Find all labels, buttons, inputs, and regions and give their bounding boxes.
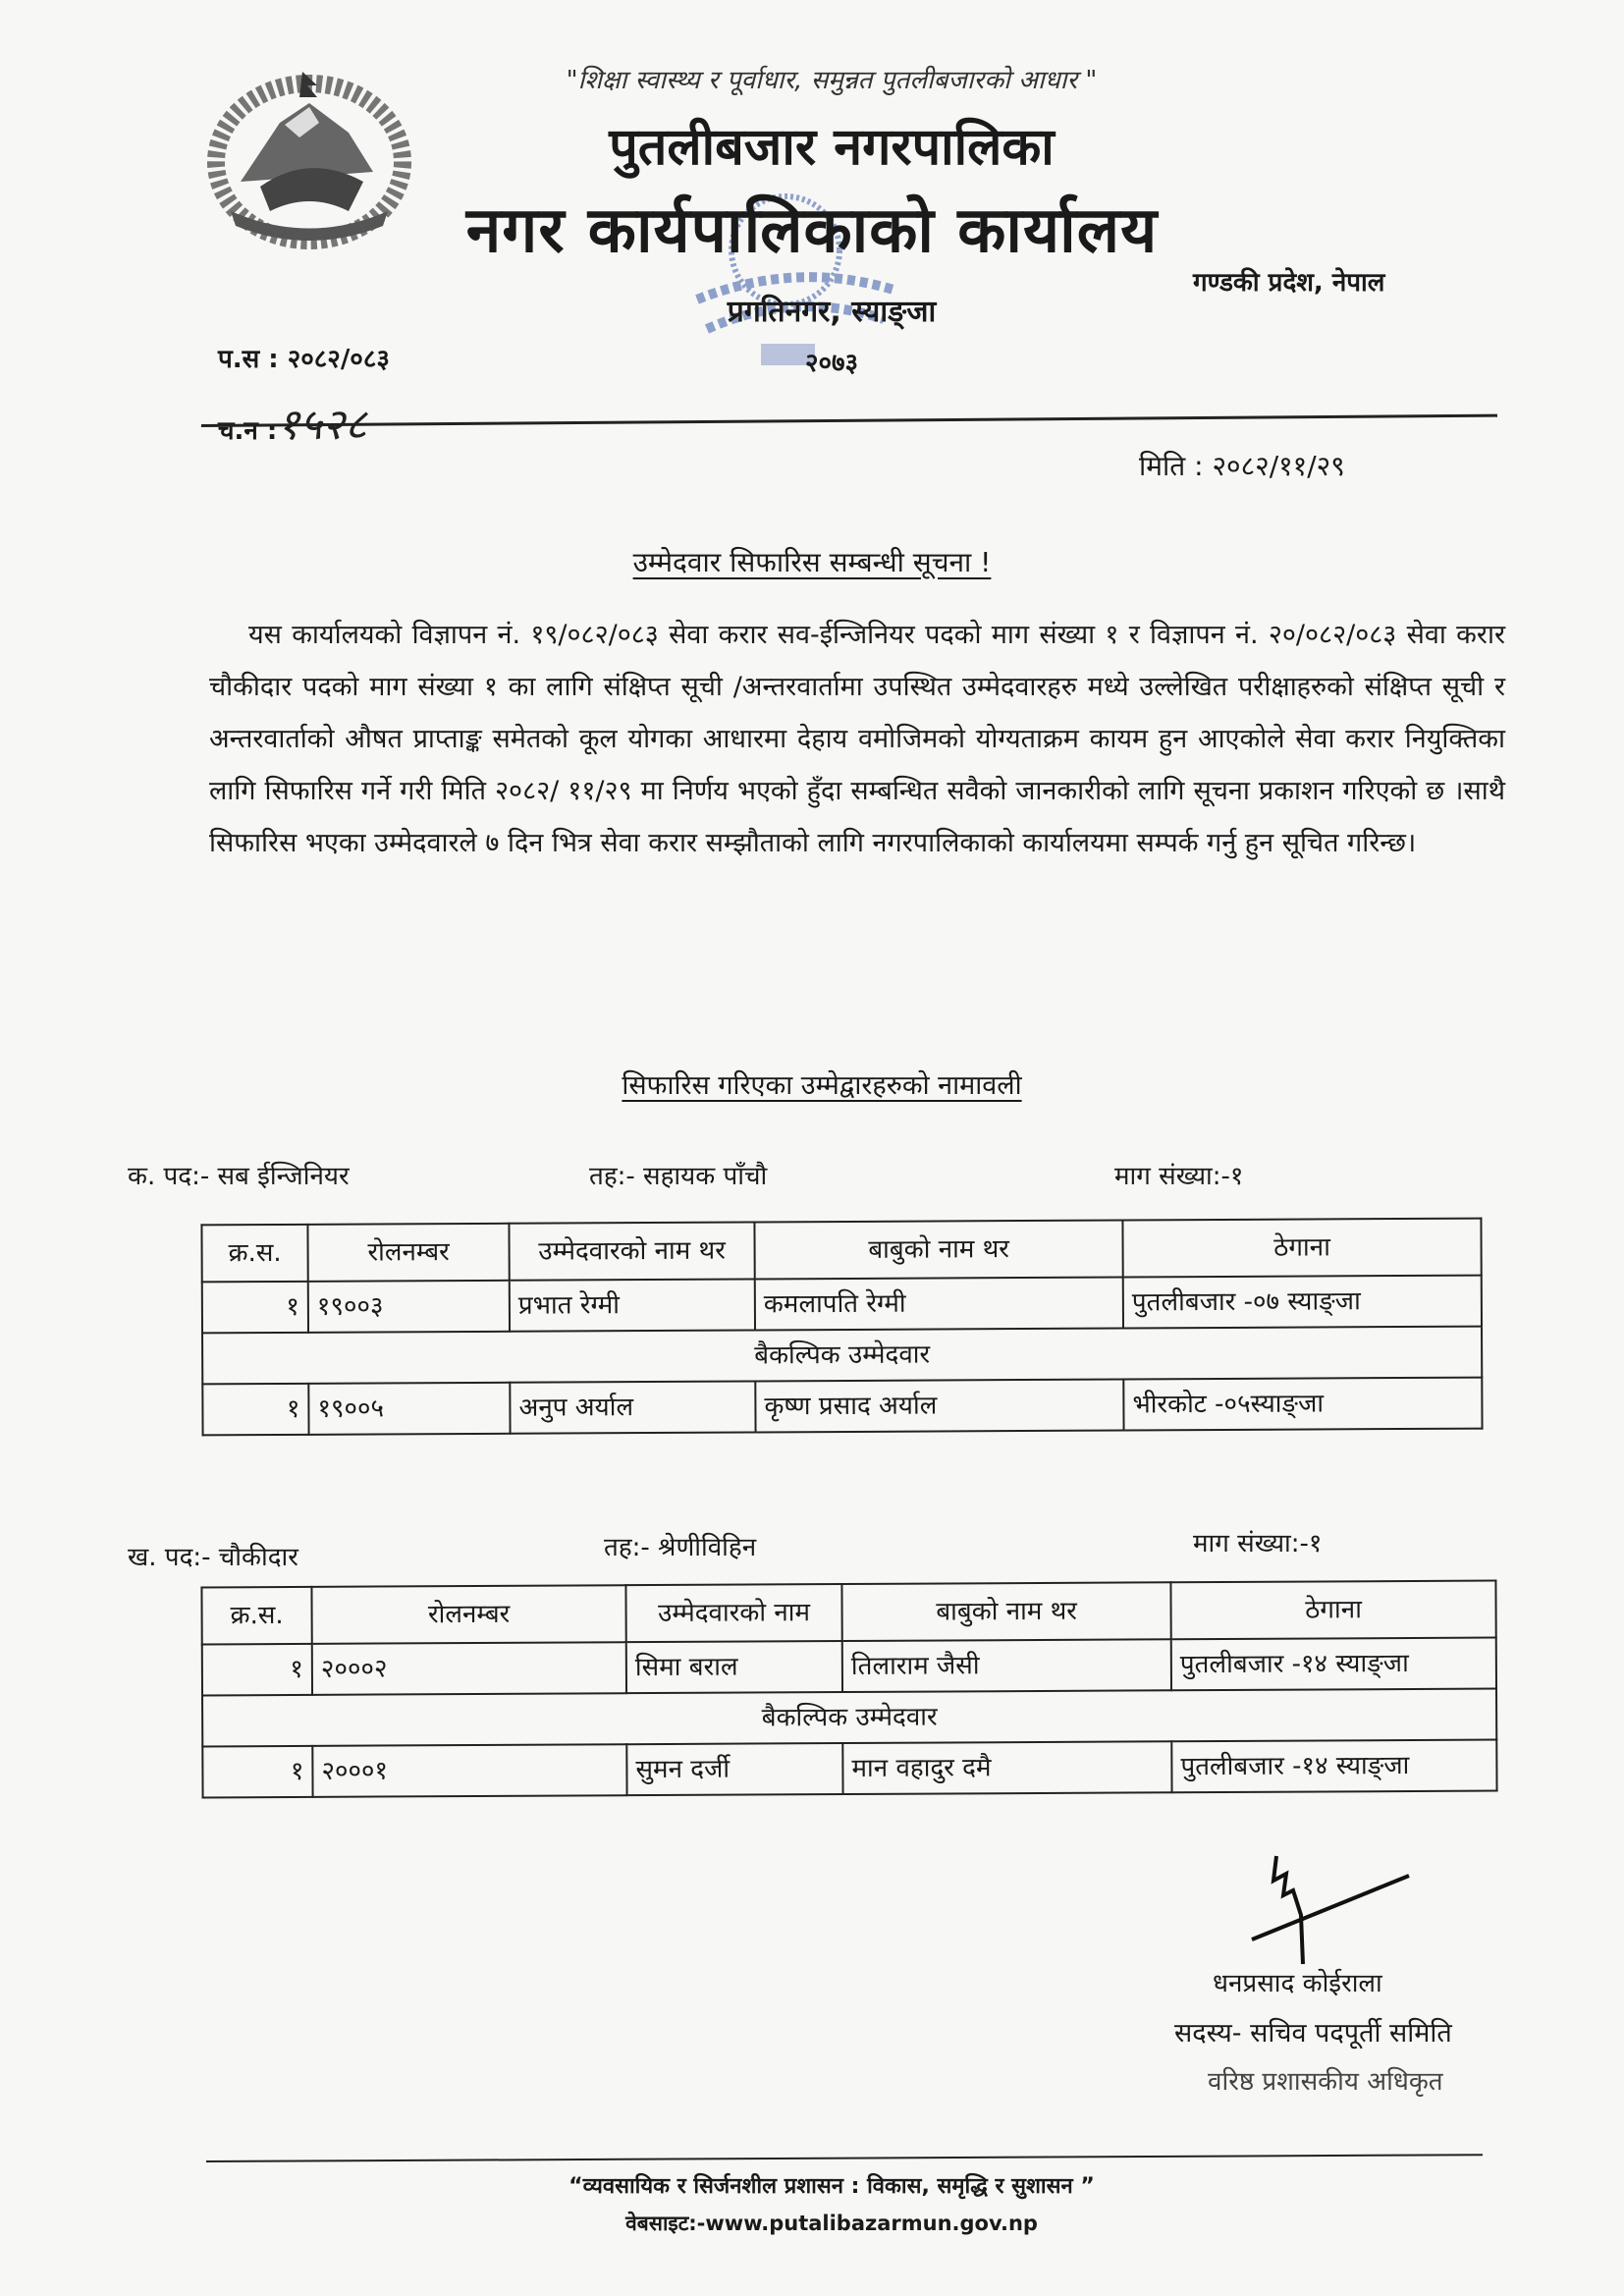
dispatch-label: च.न : bbox=[218, 416, 278, 446]
province-label: गण्डकी प्रदेश, नेपाल bbox=[1193, 268, 1385, 298]
candidate-table-b bbox=[200, 1580, 1497, 1799]
cell-address: पुतलीबजार -१४ स्याङ्जा bbox=[1171, 1638, 1496, 1691]
post-name: ख. पद:- चौकीदार bbox=[128, 1543, 298, 1572]
footer-motto: “व्यवसायिक र सिर्जनशील प्रशासन : विकास, समृद्धि र सुशासन ” bbox=[568, 2174, 1095, 2199]
col-header: रोलनम्बर bbox=[311, 1585, 625, 1644]
cell-sn: १ bbox=[202, 1644, 312, 1696]
table-row bbox=[202, 1378, 1482, 1436]
fiscal-year-ref bbox=[218, 340, 390, 375]
cell-roll: २०००२ bbox=[312, 1642, 626, 1695]
cell-roll: २०००१ bbox=[312, 1744, 626, 1797]
cell-sn: १ bbox=[202, 1746, 312, 1798]
alternate-label: बैकल्पिक उम्मेदवार bbox=[202, 1689, 1496, 1747]
list-title bbox=[0, 1066, 1624, 1102]
col-header: क्र.स. bbox=[201, 1225, 307, 1283]
candidate-table-a bbox=[200, 1218, 1483, 1437]
notice-title bbox=[0, 543, 1624, 580]
col-header: क्र.स. bbox=[201, 1587, 311, 1645]
col-header: रोलनम्बर bbox=[307, 1224, 509, 1282]
signatory-role: सदस्य- सचिव पदपूर्ती समिति bbox=[1174, 2018, 1452, 2049]
post-demand: माग संख्या:-१ bbox=[1193, 1529, 1323, 1558]
table-row bbox=[202, 1276, 1482, 1334]
office-name: नगर कार्यपालिकाको कार्यालय bbox=[465, 194, 1159, 267]
municipality-name: पुतलीबजार नगरपालिका bbox=[609, 118, 1055, 177]
header-divider bbox=[201, 414, 1497, 427]
cell-name: सिमा बराल bbox=[626, 1641, 842, 1693]
table-row bbox=[202, 1740, 1496, 1798]
col-header: उम्मेदवारको नाम थर bbox=[509, 1222, 754, 1280]
cell-sn: १ bbox=[202, 1384, 308, 1436]
table-row bbox=[202, 1638, 1496, 1696]
cell-address: पुतलीबजार -१४ स्याङ्जा bbox=[1171, 1740, 1496, 1793]
date-label: मिति : bbox=[1139, 450, 1204, 482]
cell-roll: १९००५ bbox=[308, 1383, 510, 1435]
cell-father: मान वहादुर दमै bbox=[842, 1741, 1171, 1794]
col-header: बाबुको नाम थर bbox=[841, 1582, 1170, 1641]
footer-divider bbox=[206, 2154, 1483, 2162]
col-header: बाबुको नाम थर bbox=[754, 1221, 1122, 1280]
cell-father: कृष्ण प्रसाद अर्याल bbox=[755, 1379, 1123, 1432]
cell-name: अनुप अर्याल bbox=[510, 1381, 755, 1433]
signature-icon bbox=[1232, 1846, 1429, 1964]
cell-roll: १९००३ bbox=[308, 1281, 510, 1333]
notice-title-text: उम्मेदवार सिफारिस सम्बन्धी सूचना ! bbox=[632, 546, 992, 578]
col-header: उम्मेदवारको नाम bbox=[625, 1584, 841, 1642]
post-name: क. पद:- सब ईन्जिनियर bbox=[128, 1162, 350, 1191]
cell-address: पुतलीबजार -०७ स्याङ्जा bbox=[1123, 1276, 1482, 1329]
cell-name: सुमन दर्जी bbox=[626, 1743, 842, 1795]
table-header-row bbox=[201, 1581, 1495, 1645]
cell-name: प्रभात रेग्मी bbox=[510, 1279, 755, 1331]
date-value: २०८२/११/२९ bbox=[1212, 450, 1345, 482]
post-level: तह:- सहायक पाँचौ bbox=[589, 1162, 768, 1191]
dispatch-number: १५२८ bbox=[277, 400, 367, 450]
fiscal-year-label: प.स : bbox=[218, 345, 279, 374]
col-header: ठेगाना bbox=[1122, 1219, 1481, 1278]
col-header: ठेगाना bbox=[1170, 1581, 1495, 1640]
alternate-header-row bbox=[202, 1327, 1482, 1385]
alternate-header-row bbox=[202, 1689, 1496, 1747]
cell-sn: १ bbox=[202, 1282, 308, 1334]
office-location: प्रगतिनगर, स्याङ्जा bbox=[727, 295, 937, 329]
signatory-title: वरिष्ठ प्रशासकीय अधिकृत bbox=[1208, 2067, 1443, 2097]
fiscal-year-value: २०८२/०८३ bbox=[287, 345, 390, 374]
signatory-name: धनप्रसाद कोईराला bbox=[1213, 1969, 1382, 1998]
notice-body: यस कार्यालयको विज्ञापन नं. १९/०८२/०८३ सेवा करार सव-ईन्जिनियर पदको माग संख्या १ र विज्ञापन नं. २०/०८२/०८३ सेवा करार चौकीदार पदको माग संख्या १ का लागि संक्षिप्त सूची /अन्तरवार्तामा उपस्थित उम्मेदवारहरु मध्ये उल्लेखित परीक्षाहरुको संक्षिप्त सूची र अन्तरवार्ताको औषत प्राप्ताङ्क समेतको कूल योगका आधारमा देहाय वमोजिमको योग्यताक्रम कायम हुन आएकोले सेवा करार नियुक्तिका लागि सिफारिस गर्ने गरी मिति २०८२/ ११/२९ मा निर्णय भएको हुँदा सम्बन्धित सवैको जानकारीको लागि सूचना प्रकाशन गरिएको छ ।साथै सिफारिस भएका उम्मेदवारले ७ दिन भित्र सेवा करार सम्झौताको लागि नगरपालिकाको कार्यालयमा सम्पर्क गर्नु हुन सूचित गरिन्छ। bbox=[209, 620, 1505, 858]
footer-website: वेबसाइट:-www.putalibazarmun.gov.np bbox=[625, 2212, 1038, 2235]
post-demand: माग संख्या:-१ bbox=[1114, 1162, 1244, 1191]
cell-father: तिलाराम जैसी bbox=[842, 1639, 1171, 1692]
header-slogan: "शिक्षा स्वास्थ्य र पूर्वाधार, समुन्नत पुतलीबजारको आधार " bbox=[566, 66, 1098, 95]
list-title-text: सिफारिस गरिएका उम्मेद्वारहरुको नामावली bbox=[622, 1070, 1022, 1101]
post-level: तह:- श्रेणीविहिन bbox=[604, 1533, 757, 1562]
cell-father: कमलापति रेग्मी bbox=[755, 1278, 1123, 1331]
notice-date bbox=[1139, 447, 1345, 484]
established-year: २०७३ bbox=[804, 349, 859, 378]
alternate-label: बैकल्पिक उम्मेदवार bbox=[202, 1327, 1482, 1385]
table-header-row bbox=[201, 1219, 1481, 1283]
cell-address: भीरकोट -०५स्याङ्जा bbox=[1123, 1378, 1482, 1431]
